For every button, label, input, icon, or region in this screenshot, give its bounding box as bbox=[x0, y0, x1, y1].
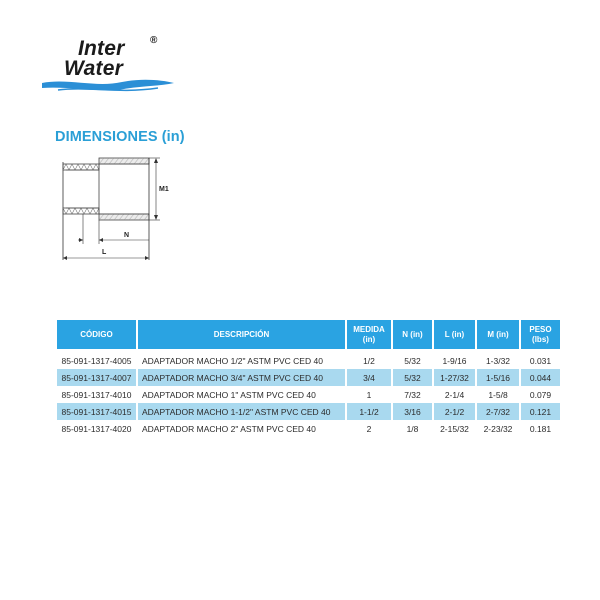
table-row bbox=[57, 369, 560, 386]
registered-mark: ® bbox=[150, 35, 158, 46]
cell-peso: 0.181 bbox=[529, 423, 552, 434]
water-wave-icon bbox=[38, 74, 178, 96]
header-l: L (in) bbox=[434, 320, 475, 349]
logo-text-water: Water bbox=[64, 57, 123, 80]
header-n: N (in) bbox=[393, 320, 432, 349]
cell-medida: 3/4 bbox=[347, 369, 391, 386]
cell-codigo: 85-091-1317-4005 bbox=[61, 355, 132, 366]
cell-medida: 1-1/2 bbox=[347, 403, 391, 420]
cell-descripcion: ADAPTADOR MACHO 1" ASTM PVC CED 40 bbox=[142, 389, 316, 400]
cell-codigo: 85-091-1317-4007 bbox=[57, 369, 136, 386]
header-descripcion: DESCRIPCIÓN bbox=[138, 320, 345, 349]
brand-logo bbox=[38, 35, 178, 98]
cell-peso: 0.079 bbox=[529, 389, 552, 400]
cell-descripcion: ADAPTADOR MACHO 1-1/2" ASTM PVC CED 40 bbox=[138, 403, 345, 420]
cell-n: 7/32 bbox=[404, 389, 421, 400]
table-row bbox=[57, 420, 560, 437]
section-title: DIMENSIONES (in) bbox=[55, 129, 185, 145]
cell-n: 5/32 bbox=[404, 355, 421, 366]
cell-m: 2-23/32 bbox=[483, 423, 513, 434]
cell-descripcion: ADAPTADOR MACHO 1/2" ASTM PVC CED 40 bbox=[142, 355, 323, 366]
cell-l: 1-27/32 bbox=[434, 369, 475, 386]
cell-l: 2-15/32 bbox=[440, 423, 469, 434]
label-n: N bbox=[124, 232, 130, 239]
table-body bbox=[57, 349, 560, 437]
cell-l: 2-1/2 bbox=[434, 403, 475, 420]
cell-l: 1-9/16 bbox=[442, 355, 467, 366]
specs-table bbox=[55, 320, 562, 437]
table-row bbox=[57, 349, 560, 369]
table-row bbox=[57, 386, 560, 403]
cell-peso: 0.044 bbox=[521, 369, 560, 386]
cell-m: 1-5/8 bbox=[488, 389, 508, 400]
cell-codigo: 85-091-1317-4020 bbox=[61, 423, 132, 434]
header-peso: PESO (lbs) bbox=[521, 320, 560, 349]
cell-descripcion: ADAPTADOR MACHO 3/4" ASTM PVC CED 40 bbox=[138, 369, 345, 386]
cell-n: 1/8 bbox=[406, 423, 419, 434]
table-header-row bbox=[57, 320, 560, 349]
label-l: L bbox=[102, 249, 107, 256]
cell-medida: 2 bbox=[366, 423, 372, 434]
cell-n: 5/32 bbox=[393, 369, 432, 386]
cell-medida: 1/2 bbox=[363, 355, 375, 366]
fitting-diagram bbox=[50, 150, 180, 262]
header-medida: MEDIDA (in) bbox=[347, 320, 391, 349]
header-m: M (in) bbox=[477, 320, 519, 349]
cell-codigo: 85-091-1317-4015 bbox=[57, 403, 136, 420]
cell-m: 1-5/16 bbox=[477, 369, 519, 386]
cell-medida: 1 bbox=[366, 389, 372, 400]
cell-descripcion: ADAPTADOR MACHO 2" ASTM PVC CED 40 bbox=[142, 423, 316, 434]
logo-text-inter: Inter bbox=[78, 37, 125, 60]
cell-peso: 0.121 bbox=[521, 403, 560, 420]
cell-l: 2-1/4 bbox=[444, 389, 465, 400]
header-codigo: CÓDIGO bbox=[57, 320, 136, 349]
cell-m: 2-7/32 bbox=[477, 403, 519, 420]
cell-m: 1-3/32 bbox=[485, 355, 511, 366]
cell-codigo: 85-091-1317-4010 bbox=[61, 389, 132, 400]
table-row bbox=[57, 403, 560, 420]
cell-n: 3/16 bbox=[393, 403, 432, 420]
label-m1: M1 bbox=[159, 186, 169, 193]
cell-peso: 0.031 bbox=[529, 355, 552, 366]
